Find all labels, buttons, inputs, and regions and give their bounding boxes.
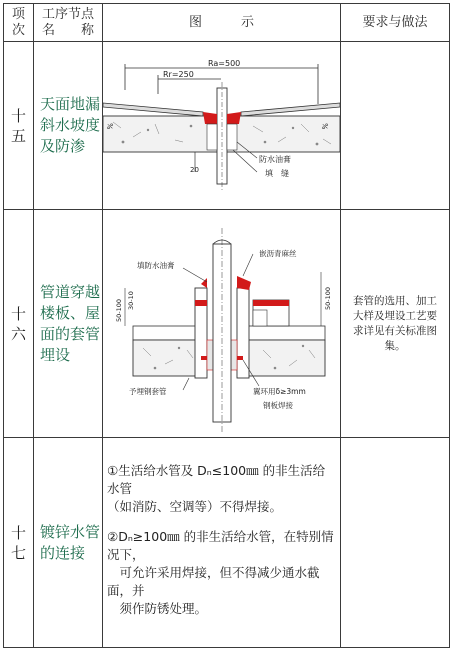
row-16-name: 管道穿越楼板、屋面的套管埋设 [40,282,101,364]
steel-weld-label: 钢板焊接 [263,401,293,410]
sealant-right [227,112,241,124]
asphalt-hemp-label: 嵌沥青麻丝 [259,249,297,258]
row-16-requirement: 套管的选用、加工大样及埋设工艺要求详见有关标准图集。 [353,294,437,352]
dim-right-label: 50-100 [324,286,332,310]
header-process-name-line1: 工序节点 [41,6,94,22]
row-15-name: 天面地漏斜水坡度及防渗 [40,95,101,155]
row-15-number [4,42,33,209]
sealant-left [203,112,217,124]
fill-paste-label: 填防水油膏 [137,261,175,270]
row-17-name: 镀锌水管的连接 [40,522,101,562]
floor-slab-right [245,340,325,376]
floor-slab-left [133,340,205,376]
header-process-name-line2: 名 称 [41,22,94,38]
requirement-line: ①生活给水管及 Dₙ≤100㎜ 的非生活给 [107,463,326,478]
process-table [3,3,450,648]
row-16-number-line2: 六 [10,324,26,343]
row-15-requirement [341,42,449,209]
ring-weld-label: 翼环用δ≥3mm [253,387,306,396]
header-item-number: 项次 [11,6,25,38]
row-16-number-line1: 十 [10,304,26,323]
dim-left-label-2: 30-10 [127,291,135,310]
row-17-requirement [107,462,339,618]
row-17-number [4,438,33,647]
dim-left-label-1: 50-100 [115,298,123,322]
roof-drain-diagram [103,42,340,209]
waterproof-paste-label: 防水油膏 [259,155,291,164]
rr-label: Rr=250 [163,70,194,79]
requirement-line: 面，并 [107,583,145,598]
slope-left-label: % [106,122,116,131]
row-16-number [4,210,33,437]
requirement-line: 可允许采用焊接，但不得减少通水截 [107,565,320,580]
requirement-line: 况下， [107,547,145,562]
requirement-line: 水管 [107,481,133,496]
row-17-number-line2: 七 [10,543,26,562]
pipe-sleeve-diagram [103,210,340,437]
header-requirement: 要求与做法 [362,14,428,30]
header-process-name [34,4,102,41]
seam-fill-label: 填 缝 [265,169,289,178]
header-diagram: 图 示 [188,14,254,30]
requirement-line: （如消防、空调等）不得焊接。 [107,499,283,514]
requirement-line: ②Dₙ≥100㎜ 的非生活给水管，在特别情 [107,529,334,544]
row-17-number-line1: 十 [10,523,26,542]
requirement-spacer [107,516,339,528]
dim-20-label: 20 [190,166,199,174]
row-15-number-line2: 五 [10,126,26,145]
steel-sleeve-right [237,288,249,378]
embedded-sleeve-label: 予埋钢套管 [129,387,167,396]
row-15-number-line1: 十 [10,106,26,125]
requirement-line: 须作防锈处理。 [107,601,208,616]
ra-label: Ra=500 [208,59,241,68]
waterproof-fill [237,276,251,290]
slope-right-label: % [321,122,331,131]
